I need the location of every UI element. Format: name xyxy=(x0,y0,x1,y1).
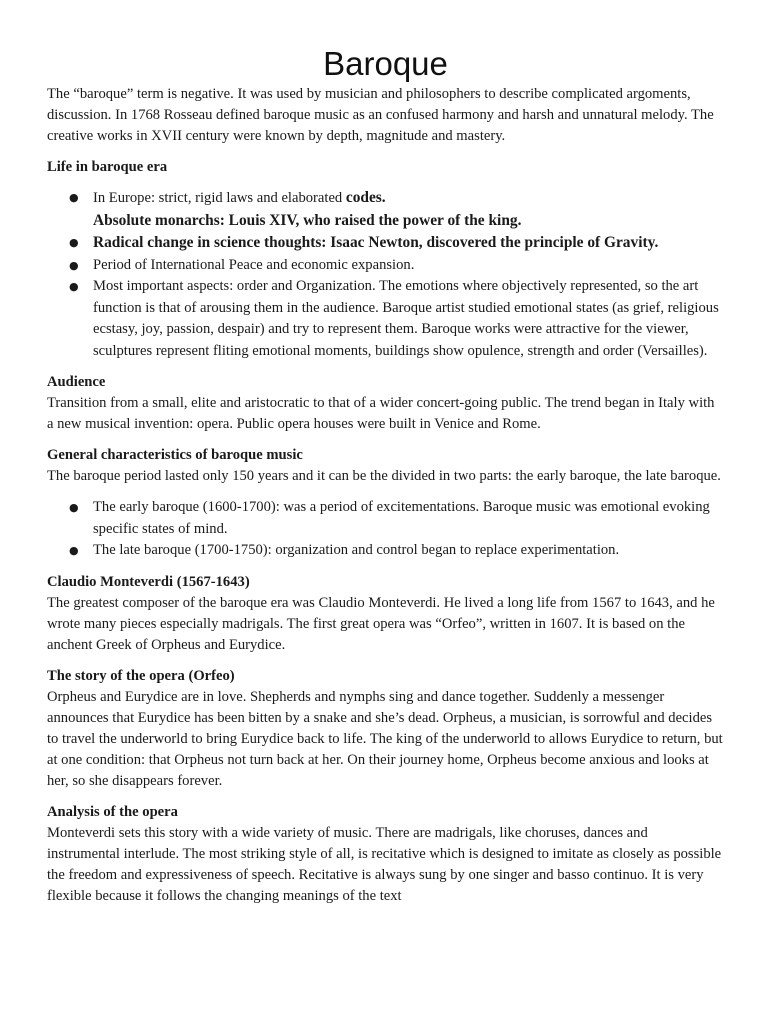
bullet-icon: ● xyxy=(69,501,79,514)
general-list xyxy=(47,497,724,562)
list-item: ● Period of International Peace and economic expansion. xyxy=(93,255,724,277)
heading-general-characteristics: General characteristics of baroque music xyxy=(47,447,303,463)
list-item: ● In Europe: strict, rigid laws and elaborated codes. Absolute monarchs: Louis XIV, who raised the power of the king. xyxy=(69,189,522,229)
life-list xyxy=(47,187,724,362)
bullet-icon: ● xyxy=(69,280,79,293)
monteverdi-paragraph: The greatest composer of the baroque era was Claudio Monteverdi. He lived a long life from 1567 to 1643, and he wrote many pieces especially madrigals. The first great opera was “Orfeo”, written in 1607. It is based on the anchent Greek of Orpheus and Eurydice. xyxy=(47,594,715,653)
general-paragraph: The baroque period lasted only 150 years and it can be the divided in two parts: the early baroque, the late baroque. xyxy=(47,468,721,484)
audience-paragraph: Transition from a small, elite and aristocratic to that of a wider concert-going public. The trend began in Italy with a new musical invention: opera. Public opera houses were built in Venice and Rome. xyxy=(47,395,715,432)
heading-life-in-baroque-era: Life in baroque era xyxy=(47,159,168,175)
list-item: ● Radical change in science thoughts: Isaac Newton, discovered the principle of Gravity. xyxy=(93,232,724,255)
story-paragraph: Orpheus and Eurydice are in love. Shepherds and nymphs sing and dance together. Suddenly a messenger announces that Eurydice has been bitten by a snake and she’s dead. Orpheus, a musician, is sorrowful and decides to travel the underworld to bring Eurydice back to life. The king of the underworld to allows Eurydice to return, but at one condition: that Orpheus not turn back at her. On their journey home, Orpheus become anxious and looks at her, so she disappears forever. xyxy=(47,688,723,789)
heading-story-of-opera: The story of the opera (Orfeo) xyxy=(47,667,235,684)
bullet-icon: ● xyxy=(69,258,79,272)
bullet-icon: ● xyxy=(69,544,79,557)
list-item: ● Most important aspects: order and Organization. The emotions where objectively represented, so the art function is that of arousing them in the audience. Baroque artist studied emotional states (as grief, religious ecstasy, joy, passion, despair) and try to represent them. Baroque works were attractive for the viewer, sculptures represent fliting emotional moments, buildings show opulence, strength and order (Versailles). xyxy=(69,278,719,359)
list-item: ● The late baroque (1700-1750): organization and control began to replace experimentation. xyxy=(93,540,724,562)
list-item: ● The early baroque (1600-1700): was a period of excitementations. Baroque music was emotional evoking specific states of mind. xyxy=(69,499,710,537)
heading-analysis-of-opera: Analysis of the opera xyxy=(47,803,178,820)
intro-paragraph: The “baroque” term is negative. It was used by musician and philosophers to describe complicated argoments, discussion. In 1768 Rosseau defined baroque music as an confused harmony and harsh and unnatural melody. The creative works in XVII century were known by depth, magnitude and mastery. xyxy=(47,86,714,144)
heading-audience: Audience xyxy=(47,374,106,390)
page-title: Baroque xyxy=(323,45,448,82)
bullet-icon: ● xyxy=(69,191,79,204)
bullet-icon: ● xyxy=(69,236,79,249)
heading-monteverdi: Claudio Monteverdi (1567-1643) xyxy=(47,573,250,590)
analysis-paragraph: Monteverdi sets this story with a wide variety of music. There are madrigals, like choruses, dances and instrumental interlude. The most striking style of all, is recitative which is designed to imitate as closely as possible the freedom and expressiveness of speech. Recitative is always sung by one singer and basso continuo. It is very flexible because it follows the changing meanings of the text xyxy=(47,824,722,904)
